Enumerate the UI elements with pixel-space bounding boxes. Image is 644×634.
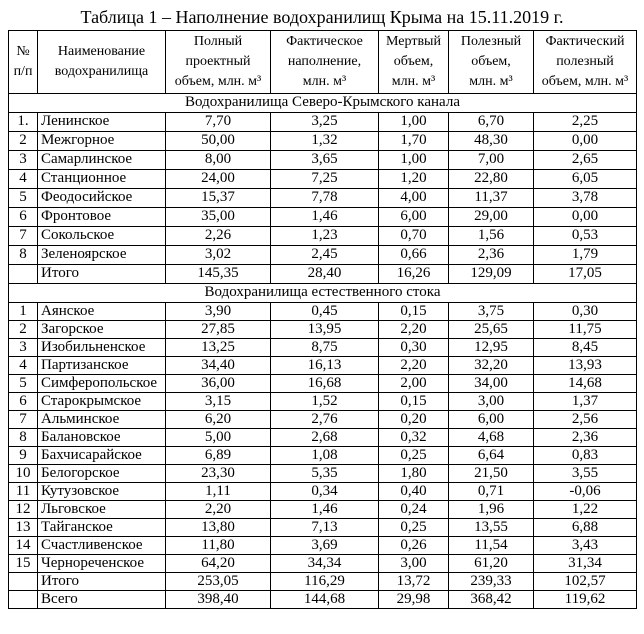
table-cell: 2,65 [534, 151, 637, 170]
table-cell: 0,30 [534, 303, 637, 321]
table-cell: Чернореченское [38, 555, 166, 573]
table-title: Таблица 1 – Наполнение водохранилищ Крыма на 15.11.2019 г. [80, 7, 564, 27]
table-row [9, 429, 637, 447]
table-cell: 253,05 [166, 573, 271, 591]
table-cell: 0,15 [379, 393, 449, 411]
table-cell: 0,53 [534, 227, 637, 246]
table-cell: 1,46 [271, 501, 379, 519]
table-row [9, 132, 637, 151]
table-cell: 3,25 [271, 113, 379, 132]
table-cell: 12,95 [449, 339, 534, 357]
table-cell: 4,68 [449, 429, 534, 447]
grand-total-row [9, 591, 637, 609]
table-cell: 35,00 [166, 208, 271, 227]
table-cell: 0,70 [379, 227, 449, 246]
table-cell: 0,25 [379, 447, 449, 465]
table-cell: 1,00 [379, 151, 449, 170]
table-cell: Балановское [38, 429, 166, 447]
table-cell: 1,20 [379, 170, 449, 189]
table-row [9, 321, 637, 339]
table-row [9, 573, 637, 591]
table-cell: 7,70 [166, 113, 271, 132]
table-cell: Сокольское [38, 227, 166, 246]
table-cell: 102,57 [534, 573, 637, 591]
table-cell: Кутузовское [38, 483, 166, 501]
table-cell: 50,00 [166, 132, 271, 151]
table-cell: 34,40 [166, 357, 271, 375]
table-cell: 24,00 [166, 170, 271, 189]
table-cell: 1 [9, 303, 38, 321]
column-header-useful_volume: Полезный объем, млн. м³ [449, 31, 534, 94]
table-cell: 8 [9, 429, 38, 447]
table-cell: 1,23 [271, 227, 379, 246]
table-cell [9, 265, 38, 284]
table-cell: 6,00 [449, 411, 534, 429]
table-cell: Счастливенское [38, 537, 166, 555]
table-cell: 3,43 [534, 537, 637, 555]
table-cell: 6,70 [449, 113, 534, 132]
table-cell: 2,20 [166, 501, 271, 519]
section-header: Водохранилища Северо-Крымского канала [9, 94, 637, 113]
table-row [9, 339, 637, 357]
table-row [9, 113, 637, 132]
table-cell: 1,08 [271, 447, 379, 465]
document-page [0, 7, 644, 634]
table-cell: 6,88 [534, 519, 637, 537]
table-cell: Станционное [38, 170, 166, 189]
table-cell: 0,66 [379, 246, 449, 265]
table-cell: 0,32 [379, 429, 449, 447]
table-row [9, 483, 637, 501]
table-cell: 12 [9, 501, 38, 519]
table-cell: 3,75 [449, 303, 534, 321]
table-cell: Ленинское [38, 113, 166, 132]
table-cell: 3,78 [534, 189, 637, 208]
table-cell: 13,95 [271, 321, 379, 339]
column-header-dead_volume: Мертвый объем, млн. м³ [379, 31, 449, 94]
column-header-actual_fill: Фактическое наполнение, млн. м³ [271, 31, 379, 94]
table-cell: 11 [9, 483, 38, 501]
table-cell: 0,15 [379, 303, 449, 321]
table-row [9, 393, 637, 411]
table-cell: 0,45 [271, 303, 379, 321]
reservoir-table [8, 30, 637, 609]
table-row [9, 151, 637, 170]
table-cell: 0,83 [534, 447, 637, 465]
table-cell: Симферопольское [38, 375, 166, 393]
table-cell: 0,20 [379, 411, 449, 429]
table-cell: 0,26 [379, 537, 449, 555]
table-cell: Партизанское [38, 357, 166, 375]
table-cell: 2,26 [166, 227, 271, 246]
table-cell: 1,80 [379, 465, 449, 483]
table-row [9, 537, 637, 555]
table-cell: 7,00 [449, 151, 534, 170]
table-cell: 61,20 [449, 555, 534, 573]
table-cell: 0,30 [379, 339, 449, 357]
section-header-row [9, 284, 637, 303]
table-cell: 31,34 [534, 555, 637, 573]
table-row [9, 375, 637, 393]
table-cell: 2,36 [449, 246, 534, 265]
table-cell: 3,00 [449, 393, 534, 411]
table-cell: 14 [9, 537, 38, 555]
table-cell: 6,64 [449, 447, 534, 465]
table-cell: 6,89 [166, 447, 271, 465]
table-cell: 6,05 [534, 170, 637, 189]
table-cell: 15,37 [166, 189, 271, 208]
table-cell: 2,76 [271, 411, 379, 429]
table-cell: 6,20 [166, 411, 271, 429]
table-cell: 3,65 [271, 151, 379, 170]
table-cell: 48,30 [449, 132, 534, 151]
table-row [9, 357, 637, 375]
column-header-name: Наименование водохранилища [38, 31, 166, 94]
table-cell: 34,00 [449, 375, 534, 393]
table-row [9, 189, 637, 208]
table-row [9, 227, 637, 246]
table-cell: 1,00 [379, 113, 449, 132]
table-cell: 1,11 [166, 483, 271, 501]
table-cell: 3,90 [166, 303, 271, 321]
table-cell: 11,75 [534, 321, 637, 339]
table-cell: 0,00 [534, 208, 637, 227]
table-row [9, 411, 637, 429]
table-cell: 6 [9, 208, 38, 227]
table-cell: 34,34 [271, 555, 379, 573]
table-cell: 0,34 [271, 483, 379, 501]
table-cell: Зеленоярское [38, 246, 166, 265]
table-cell: Белогорское [38, 465, 166, 483]
table-cell: 2,20 [379, 357, 449, 375]
table-cell: 32,20 [449, 357, 534, 375]
table-cell: 1,46 [271, 208, 379, 227]
table-cell: 3,15 [166, 393, 271, 411]
table-cell: 1,22 [534, 501, 637, 519]
table-cell: 129,09 [449, 265, 534, 284]
table-cell: 2 [9, 321, 38, 339]
table-cell: 239,33 [449, 573, 534, 591]
table-cell: 145,35 [166, 265, 271, 284]
table-cell: 398,40 [166, 591, 271, 609]
table-cell: 8,45 [534, 339, 637, 357]
column-header-num: № п/п [9, 31, 38, 94]
table-cell: 29,98 [379, 591, 449, 609]
column-header-design_volume: Полный проектный объем, млн. м³ [166, 31, 271, 94]
table-cell: 11,37 [449, 189, 534, 208]
table-cell: 0,71 [449, 483, 534, 501]
table-cell: Самарлинское [38, 151, 166, 170]
table-cell: 4 [9, 170, 38, 189]
table-cell: 1. [9, 113, 38, 132]
table-cell: 3,69 [271, 537, 379, 555]
table-cell: 23,30 [166, 465, 271, 483]
table-cell: Загорское [38, 321, 166, 339]
table-cell: 14,68 [534, 375, 637, 393]
table-cell: 3 [9, 151, 38, 170]
table-cell: 16,26 [379, 265, 449, 284]
table-cell: 0,25 [379, 519, 449, 537]
table-row [9, 170, 637, 189]
table-cell: 5,35 [271, 465, 379, 483]
table-cell: 1,52 [271, 393, 379, 411]
table-cell: 13,25 [166, 339, 271, 357]
table-cell: 5 [9, 375, 38, 393]
table-cell: 13,93 [534, 357, 637, 375]
table-cell: 9 [9, 447, 38, 465]
table-cell: 0,40 [379, 483, 449, 501]
table-cell: 5,00 [166, 429, 271, 447]
table-cell: 8,00 [166, 151, 271, 170]
table-cell: 5 [9, 189, 38, 208]
table-cell: 11,54 [449, 537, 534, 555]
table-row [9, 303, 637, 321]
table-cell: 6 [9, 393, 38, 411]
table-cell: 8 [9, 246, 38, 265]
header-row [9, 31, 637, 94]
table-cell: Альминское [38, 411, 166, 429]
table-cell: Старокрымское [38, 393, 166, 411]
table-cell: 2,68 [271, 429, 379, 447]
table-cell: 3,00 [379, 555, 449, 573]
table-cell: 1,70 [379, 132, 449, 151]
table-cell: 8,75 [271, 339, 379, 357]
table-cell: 21,50 [449, 465, 534, 483]
table-cell: 2,00 [379, 375, 449, 393]
table-cell: 3,55 [534, 465, 637, 483]
table-cell: 64,20 [166, 555, 271, 573]
table-cell: 7,78 [271, 189, 379, 208]
table-cell: Аянское [38, 303, 166, 321]
table-cell: 1,96 [449, 501, 534, 519]
table-cell: 0,24 [379, 501, 449, 519]
table-cell: 2,45 [271, 246, 379, 265]
table-cell: 13,80 [166, 519, 271, 537]
table-cell: 116,29 [271, 573, 379, 591]
table-cell: 368,42 [449, 591, 534, 609]
table-cell: 7 [9, 411, 38, 429]
table-cell: Межгорное [38, 132, 166, 151]
table-cell: 13,55 [449, 519, 534, 537]
table-body [9, 94, 637, 609]
table-cell: 3 [9, 339, 38, 357]
table-cell: 16,13 [271, 357, 379, 375]
table-cell: 7 [9, 227, 38, 246]
table-cell: 22,80 [449, 170, 534, 189]
table-cell: 1,79 [534, 246, 637, 265]
section-header: Водохранилища естественного стока [9, 284, 637, 303]
table-cell [9, 591, 38, 609]
table-cell: 13 [9, 519, 38, 537]
table-cell: Феодосийское [38, 189, 166, 208]
table-cell: 27,85 [166, 321, 271, 339]
table-cell: Тайганское [38, 519, 166, 537]
table-cell: 28,40 [271, 265, 379, 284]
table-cell: 2,36 [534, 429, 637, 447]
table-row [9, 246, 637, 265]
table-row [9, 447, 637, 465]
table-header [9, 31, 637, 94]
table-cell: 0,00 [534, 132, 637, 151]
table-cell: 1,37 [534, 393, 637, 411]
table-cell: 29,00 [449, 208, 534, 227]
table-cell: 16,68 [271, 375, 379, 393]
table-row [9, 208, 637, 227]
table-cell: 2,20 [379, 321, 449, 339]
table-row [9, 501, 637, 519]
table-row [9, 265, 637, 284]
table-cell [9, 573, 38, 591]
table-cell: Фронтовое [38, 208, 166, 227]
table-row [9, 555, 637, 573]
table-cell: 6,00 [379, 208, 449, 227]
table-cell: 36,00 [166, 375, 271, 393]
table-row [9, 519, 637, 537]
column-header-actual_useful: Фактический полезный объем, млн. м³ [534, 31, 637, 94]
table-cell: -0,06 [534, 483, 637, 501]
table-cell: 11,80 [166, 537, 271, 555]
table-cell: Бахчисарайское [38, 447, 166, 465]
table-cell: Изобильненское [38, 339, 166, 357]
table-cell: 3,02 [166, 246, 271, 265]
table-cell: 7,25 [271, 170, 379, 189]
table-cell: 25,65 [449, 321, 534, 339]
table-cell: 4 [9, 357, 38, 375]
table-cell: 119,62 [534, 591, 637, 609]
table-cell: 7,13 [271, 519, 379, 537]
table-cell: 4,00 [379, 189, 449, 208]
table-cell: 2,25 [534, 113, 637, 132]
table-row [9, 465, 637, 483]
table-cell: Итого [38, 265, 166, 284]
section-header-row [9, 94, 637, 113]
table-cell: Всего [38, 591, 166, 609]
table-cell: 13,72 [379, 573, 449, 591]
table-cell: Льговское [38, 501, 166, 519]
table-cell: 15 [9, 555, 38, 573]
table-cell: 10 [9, 465, 38, 483]
table-cell: 17,05 [534, 265, 637, 284]
table-cell: 2,56 [534, 411, 637, 429]
table-cell: 144,68 [271, 591, 379, 609]
table-cell: Итого [38, 573, 166, 591]
table-cell: 1,32 [271, 132, 379, 151]
table-cell: 1,56 [449, 227, 534, 246]
table-cell: 2 [9, 132, 38, 151]
